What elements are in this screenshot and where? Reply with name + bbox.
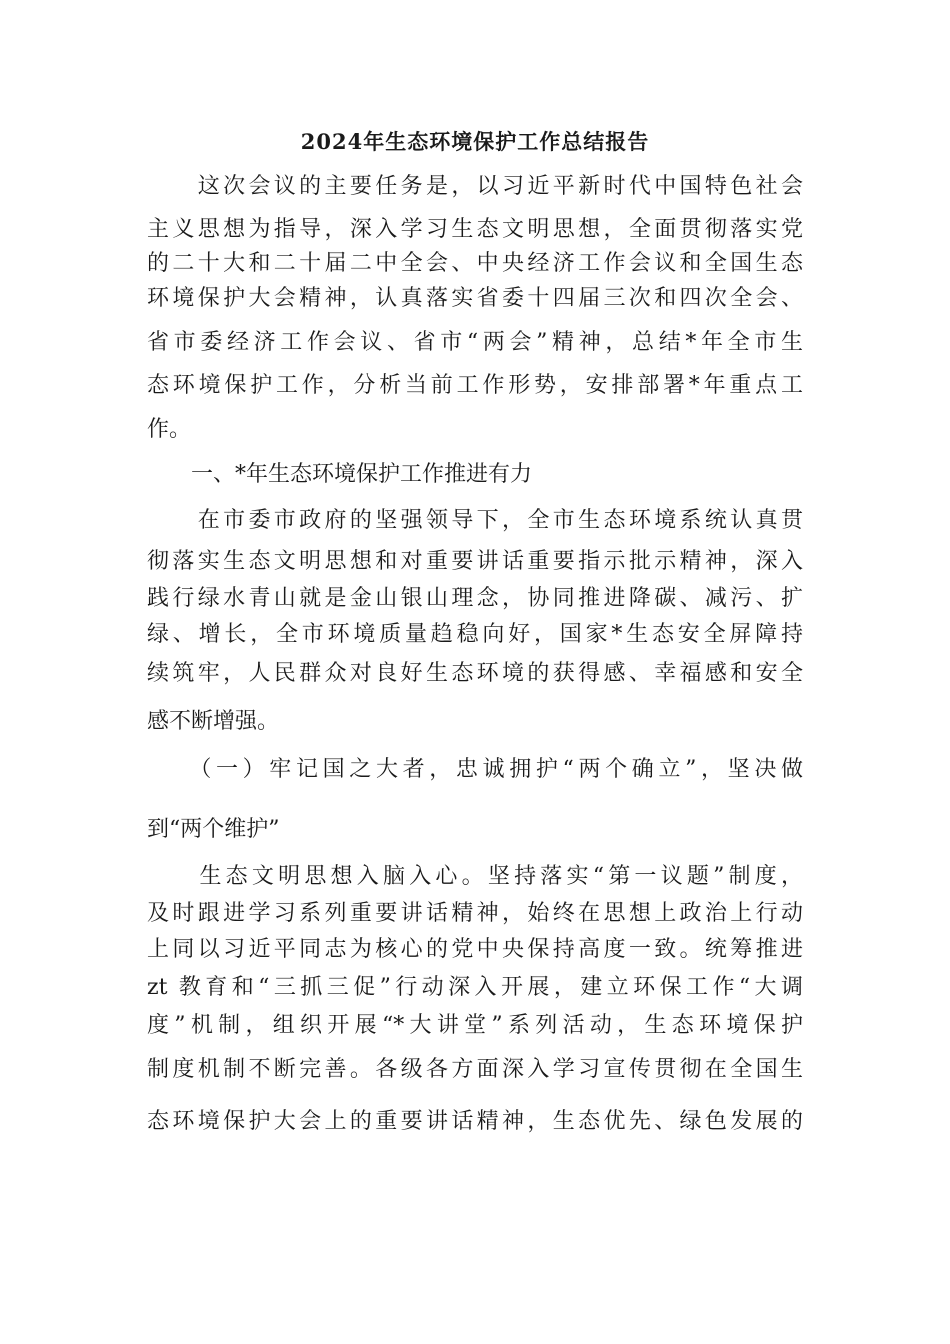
paragraph-line: 省市委经济工作会议、省市“两会”精神，总结*年全市生 (147, 330, 803, 355)
paragraph-line: 践行绿水青山就是金山银山理念，协同推进降碳、减污、扩 (147, 586, 803, 611)
paragraph-line: 这次会议的主要任务是，以习近平新时代中国特色社会 (147, 174, 803, 199)
paragraph-line: 在市委市政府的坚强领导下，全市生态环境系统认真贯 (147, 508, 803, 533)
paragraph-line: 上同以习近平同志为核心的党中央保持高度一致。统筹推进 (147, 937, 803, 962)
subsection-heading: （一）牢记国之大者，忠诚拥护“两个确立”，坚决做 (147, 757, 803, 782)
paragraph-line: 态环境保护大会上的重要讲话精神，生态优先、绿色发展的 (147, 1109, 803, 1134)
paragraph-line: 绿、增长，全市环境质量趋稳向好，国家*生态安全屏障持 (147, 622, 803, 647)
paragraph-line: 制度机制不断完善。各级各方面深入学习宣传贯彻在全国生 (147, 1057, 803, 1082)
paragraph-line: 续筑牢，人民群众对良好生态环境的获得感、幸福感和安全 (147, 661, 803, 686)
paragraph-line: 主义思想为指导，深入学习生态文明思想，全面贯彻落实党 (147, 217, 803, 242)
paragraph-line: 生态文明思想入脑入心。坚持落实“第一议题”制度， (147, 864, 803, 889)
paragraph-line: 态环境保护工作，分析当前工作形势，安排部署*年重点工 (147, 373, 803, 398)
paragraph-line: 及时跟进学习系列重要讲话精神，始终在思想上政治上行动 (147, 901, 803, 926)
paragraph-line: 彻落实生态文明思想和对重要讲话重要指示批示精神，深入 (147, 549, 803, 574)
paragraph-line: 的二十大和二十届二中全会、中央经济工作会议和全国生态 (147, 251, 803, 276)
paragraph-line: 感不断增强。 (147, 709, 280, 734)
paragraph-line: 环境保护大会精神，认真落实省委十四届三次和四次全会、 (147, 286, 803, 311)
subsection-heading: 到“两个维护” (147, 817, 280, 842)
document-title: 2024年生态环境保护工作总结报告 (300, 129, 650, 154)
paragraph-line: 作。 (147, 417, 192, 442)
section-heading: 一、*年生态环境保护工作推进有力 (147, 462, 533, 487)
paragraph-line: 度”机制，组织开展“*大讲堂”系列活动，生态环境保护 (147, 1013, 803, 1038)
paragraph-line: zt 教育和“三抓三促”行动深入开展，建立环保工作“大调 (147, 975, 803, 1000)
